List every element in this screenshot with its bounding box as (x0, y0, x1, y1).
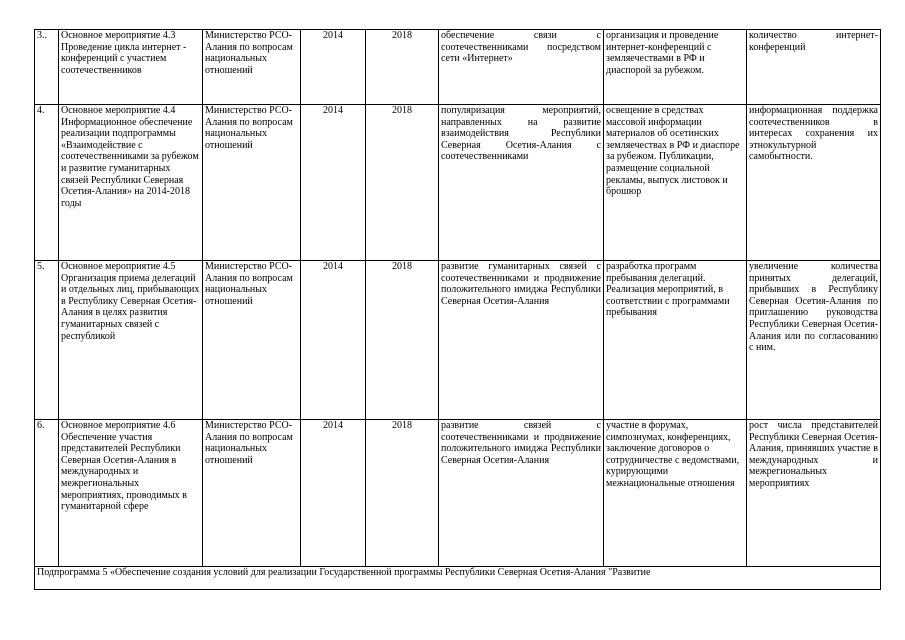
subprogram-row (35, 567, 881, 590)
table-row (35, 105, 881, 261)
result-cell: рост числа представителей Республики Северная Осетия-Алания, принявших участие в международных и межрегиональных мероприятиях (747, 420, 881, 567)
content-cell: организация и проведение интернет-конференций с земляечествами в РФ и диаспорой за рубежом. (604, 30, 747, 105)
result-cell: количество интернет-конференций (747, 30, 881, 105)
start-year-cell: 2014 (301, 30, 366, 105)
content-cell: участие в форумах, симпозиумах, конференциях, заключение договоров о сотрудничестве с ведомствами, курирующими межнациональные отношения (604, 420, 747, 567)
row-number: 5. (35, 261, 59, 420)
content-cell: освещение в средствах массовой информации материалов об осетинских земляечествах в РФ и диаспоре за рубежом. Публикации, размещение социальной рекламы, выпуск листовок и брошюр (604, 105, 747, 261)
end-year-cell: 2018 (366, 30, 439, 105)
executor-cell: Министерство РСО-Алания по вопросам национальных отношений (203, 30, 301, 105)
subprogram-heading: Подпрограмма 5 «Обеспечение создания условий для реализации Государственной программы Республики Северная Осетия-Алания "Развитие (35, 567, 881, 590)
measures-table (34, 29, 881, 590)
executor-cell: Министерство РСО-Алания по вопросам национальных отношений (203, 105, 301, 261)
start-year-cell: 2014 (301, 420, 366, 567)
activity-cell: Основное мероприятие 4.3 Проведение цикла интернет - конференций с участием соотечественников (59, 30, 203, 105)
goal-cell: обеспечение связи с соотечественниками посредством сети «Интернет» (439, 30, 604, 105)
table-row (35, 30, 881, 105)
activity-cell: Основное мероприятие 4.5 Организация приема делегаций и отдельных лиц, прибывающих в Республику Северная Осетия-Алания в целях развития гуманитарных связей с республикой (59, 261, 203, 420)
activity-cell: Основное мероприятие 4.4 Информационное обеспечение реализации подпрограммы «Взаимодействие с соотечественниками за рубежом и развитие гуманитарных связей Республики Северная Осетия-Алания» на 2014-2018 годы (59, 105, 203, 261)
executor-cell: Министерство РСО-Алания по вопросам национальных отношений (203, 261, 301, 420)
start-year-cell: 2014 (301, 261, 366, 420)
table-row (35, 420, 881, 567)
result-cell: информационная поддержка соотечественников в интересах сохранения их этнокультурной самобытности. (747, 105, 881, 261)
end-year-cell: 2018 (366, 105, 439, 261)
executor-cell: Министерство РСО-Алания по вопросам национальных отношений (203, 420, 301, 567)
row-number: 4. (35, 105, 59, 261)
end-year-cell: 2018 (366, 420, 439, 567)
content-cell: разработка программ пребывания делегаций. Реализация мероприятий, в соответствии с программами пребывания (604, 261, 747, 420)
goal-cell: популяризация мероприятий, направленных на развитие взаимодействия Республики Северная Осетия-Алания с соотечественниками (439, 105, 604, 261)
result-cell: увеличение количества принятых делегаций, прибывших в Республику Северная Осетия-Алания по приглашению руководства Республики Северная Осетия-Алания или по согласованию с ним. (747, 261, 881, 420)
row-number: 3.. (35, 30, 59, 105)
table-row (35, 261, 881, 420)
row-number: 6. (35, 420, 59, 567)
end-year-cell: 2018 (366, 261, 439, 420)
activity-cell: Основное мероприятие 4.6 Обеспечение участия представителей Республики Северная Осетия-Алания в международных и межрегиональных мероприятиях, проводимых в гуманитарной сфере (59, 420, 203, 567)
goal-cell: развитие гуманитарных связей с соотечественниками и продвижение положительного имиджа Республики Северная Осетия-Алания (439, 261, 604, 420)
goal-cell: развитие связей с соотечественниками и продвижение положительного имиджа Республики Северная Осетия-Алания (439, 420, 604, 567)
start-year-cell: 2014 (301, 105, 366, 261)
